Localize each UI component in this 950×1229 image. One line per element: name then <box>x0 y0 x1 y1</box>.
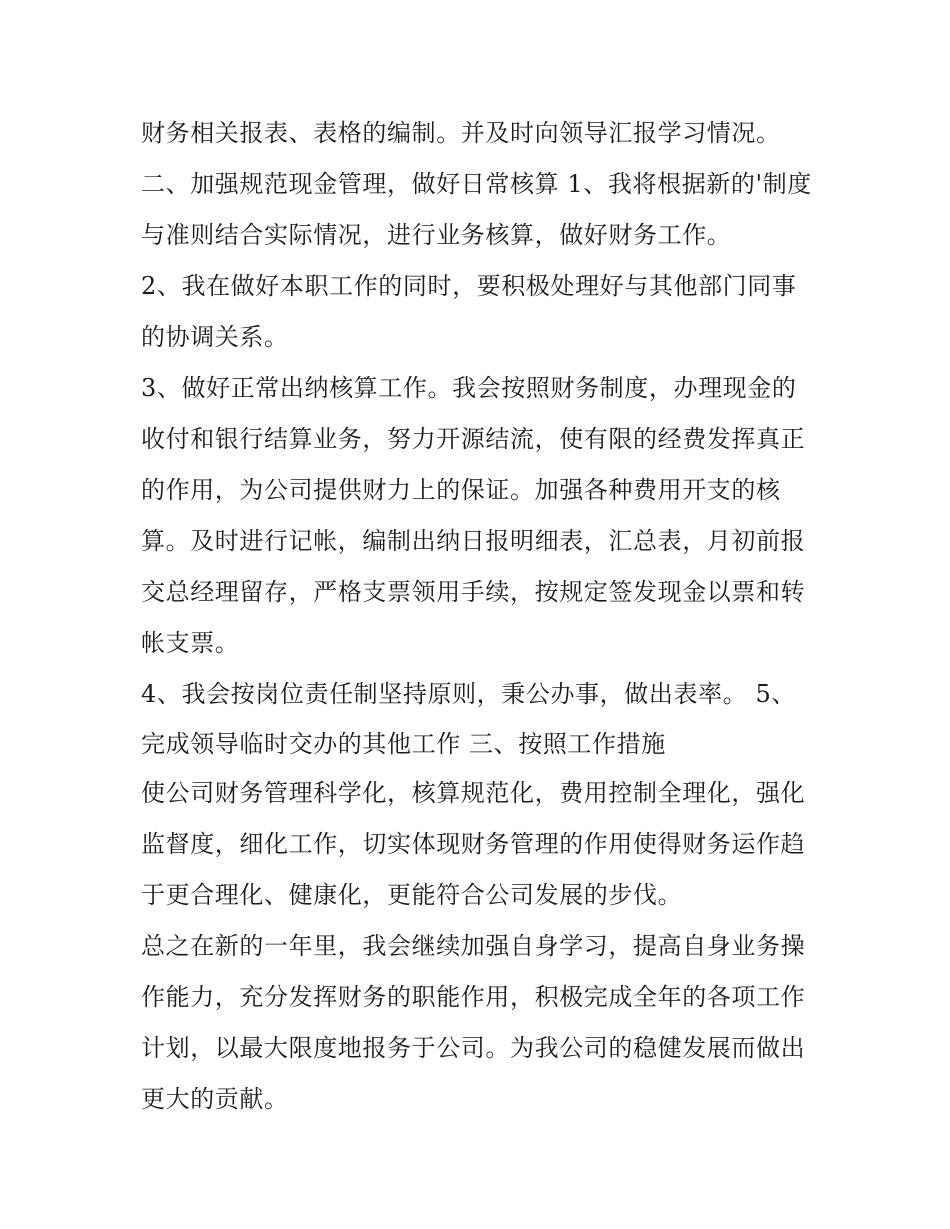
text-line-8: 的作用，为公司提供财力上的保证。加强各种费用开支的核 <box>141 476 781 504</box>
text-line-2: 二、加强规范现金管理，做好日常核算 1、我将根据新的'制度 <box>141 170 812 198</box>
text-line-10: 交总经理留存，严格支票领用手续，按规定签发现金以票和转 <box>141 578 806 606</box>
text-line-6: 3、做好正常出纳核算工作。我会按照财务制度，办理现金的 <box>141 374 797 402</box>
text-line-3: 与准则结合实际情况，进行业务核算，做好财务工作。 <box>141 221 732 249</box>
text-line-5: 的协调关系。 <box>141 323 289 351</box>
text-line-17: 总之在新的一年里，我会继续加强自身学习，提高自身业务操 <box>141 932 806 960</box>
text-line-11: 帐支票。 <box>141 629 240 657</box>
document-body <box>141 108 821 1125</box>
text-line-18: 作能力，充分发挥财务的职能作用，积极完成全年的各项工作 <box>141 983 806 1011</box>
text-line-1: 财务相关报表、表格的编制。并及时向领导汇报学习情况。 <box>141 119 781 147</box>
text-line-13: 完成领导临时交办的其他工作 三、按照工作措施 <box>141 730 666 758</box>
text-line-20: 更大的贡献。 <box>141 1085 289 1113</box>
text-line-16: 于更合理化、健康化，更能符合公司发展的步伐。 <box>141 881 683 909</box>
text-line-14: 使公司财务管理科学化，核算规范化，费用控制全理化，强化 <box>141 779 806 807</box>
text-line-15: 监督度，细化工作，切实体现财务管理的作用使得财务运作趋 <box>141 830 806 858</box>
text-line-12: 4、我会按岗位责任制坚持原则，秉公办事，做出表率。 5、 <box>141 680 796 708</box>
text-line-4: 2、我在做好本职工作的同时，要积极处理好与其他部门同事 <box>141 272 797 300</box>
text-line-7: 收付和银行结算业务，努力开源结流，使有限的经费发挥真正 <box>141 425 806 453</box>
text-line-19: 计划，以最大限度地报务于公司。为我公司的稳健发展而做出 <box>141 1034 806 1062</box>
text-line-9: 算。及时进行记帐，编制出纳日报明细表，汇总表，月初前报 <box>141 527 806 555</box>
